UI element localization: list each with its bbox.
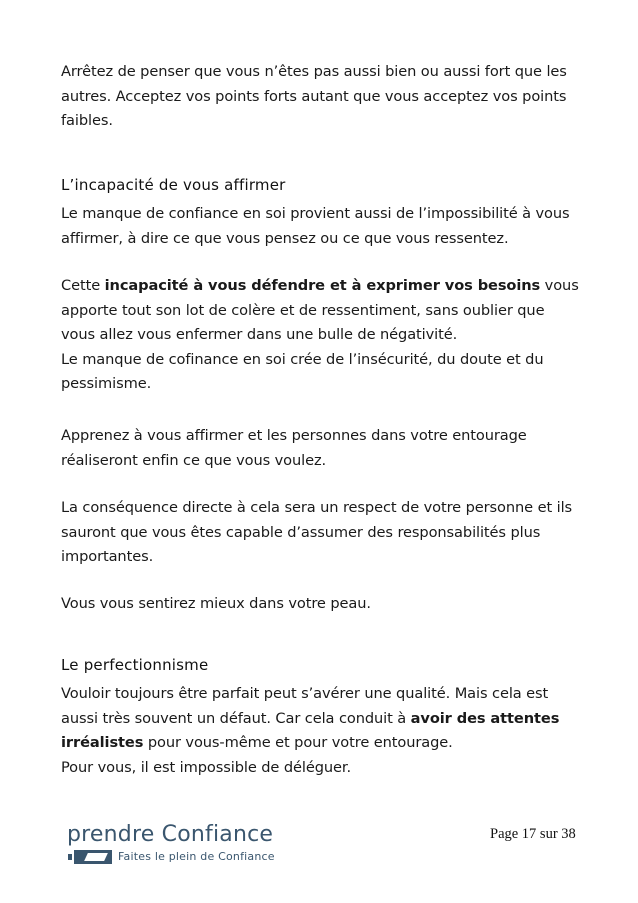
bold-text: incapacité à vous défendre et à exprimer vos besoins <box>104 277 541 294</box>
paragraph-intro <box>61 60 581 134</box>
section-heading-perfectionnisme: Le perfectionnisme <box>61 656 209 674</box>
paragraph-affirmer-5 <box>61 592 581 617</box>
paragraph-affirmer-3 <box>61 424 581 473</box>
paragraph-perfectionnisme <box>61 682 581 780</box>
paragraph-affirmer-2 <box>61 274 581 397</box>
paragraph-affirmer-4 <box>61 496 581 570</box>
text-run: vous apporte tout son lot de colère et de ressentiment, sans oublier que vous allez vous enfermer dans une bulle de négativité. <box>61 277 579 343</box>
paragraph-text: Apprenez à vous affirmer et les personnes dans votre entourage réaliseront enfin ce que vous voulez. <box>61 427 527 469</box>
paragraph-text: Pour vous, il est impossible de déléguer. <box>61 758 351 776</box>
paragraph-text: Vous vous sentirez mieux dans votre peau. <box>61 595 371 612</box>
paragraph-text: Arrêtez de penser que vous n’êtes pas aussi bien ou aussi fort que les autres. Acceptez vos points forts autant que vous acceptez vos points faibles. <box>61 63 567 129</box>
paragraph-text: Le manque de cofinance en soi crée de l’insécurité, du doute et du pessimisme. <box>61 350 544 392</box>
logo-tagline: Faites le plein de Confiance <box>118 850 275 863</box>
paragraph-text <box>61 682 581 756</box>
paragraph-text: La conséquence directe à cela sera un respect de votre personne et ils sauront que vous êtes capable d’assumer des responsabilités plus importantes. <box>61 499 573 565</box>
battery-icon <box>68 850 112 864</box>
section-heading-affirmer: L’incapacité de vous affirmer <box>61 176 286 194</box>
text-run: pour vous-même et pour votre entourage. <box>143 734 453 751</box>
text-run: Cette <box>61 277 105 294</box>
paragraph-text: Le manque de confiance en soi provient aussi de l’impossibilité à vous affirmer, à dire ce que vous pensez ou ce que vous ressentez. <box>61 205 570 247</box>
paragraph-text <box>61 274 581 348</box>
footer-logo <box>64 822 294 872</box>
paragraph-affirmer-1 <box>61 202 581 251</box>
bold-text: avoir des attentes irréalistes <box>61 709 560 751</box>
logo-title: prendre Confiance <box>67 822 274 847</box>
text-run: Vouloir toujours être parfait peut s’avérer une qualité. Mais cela est aussi très souvent un défaut. Car cela conduit à <box>61 685 549 727</box>
page-number: Page 17 sur 38 <box>490 826 576 842</box>
